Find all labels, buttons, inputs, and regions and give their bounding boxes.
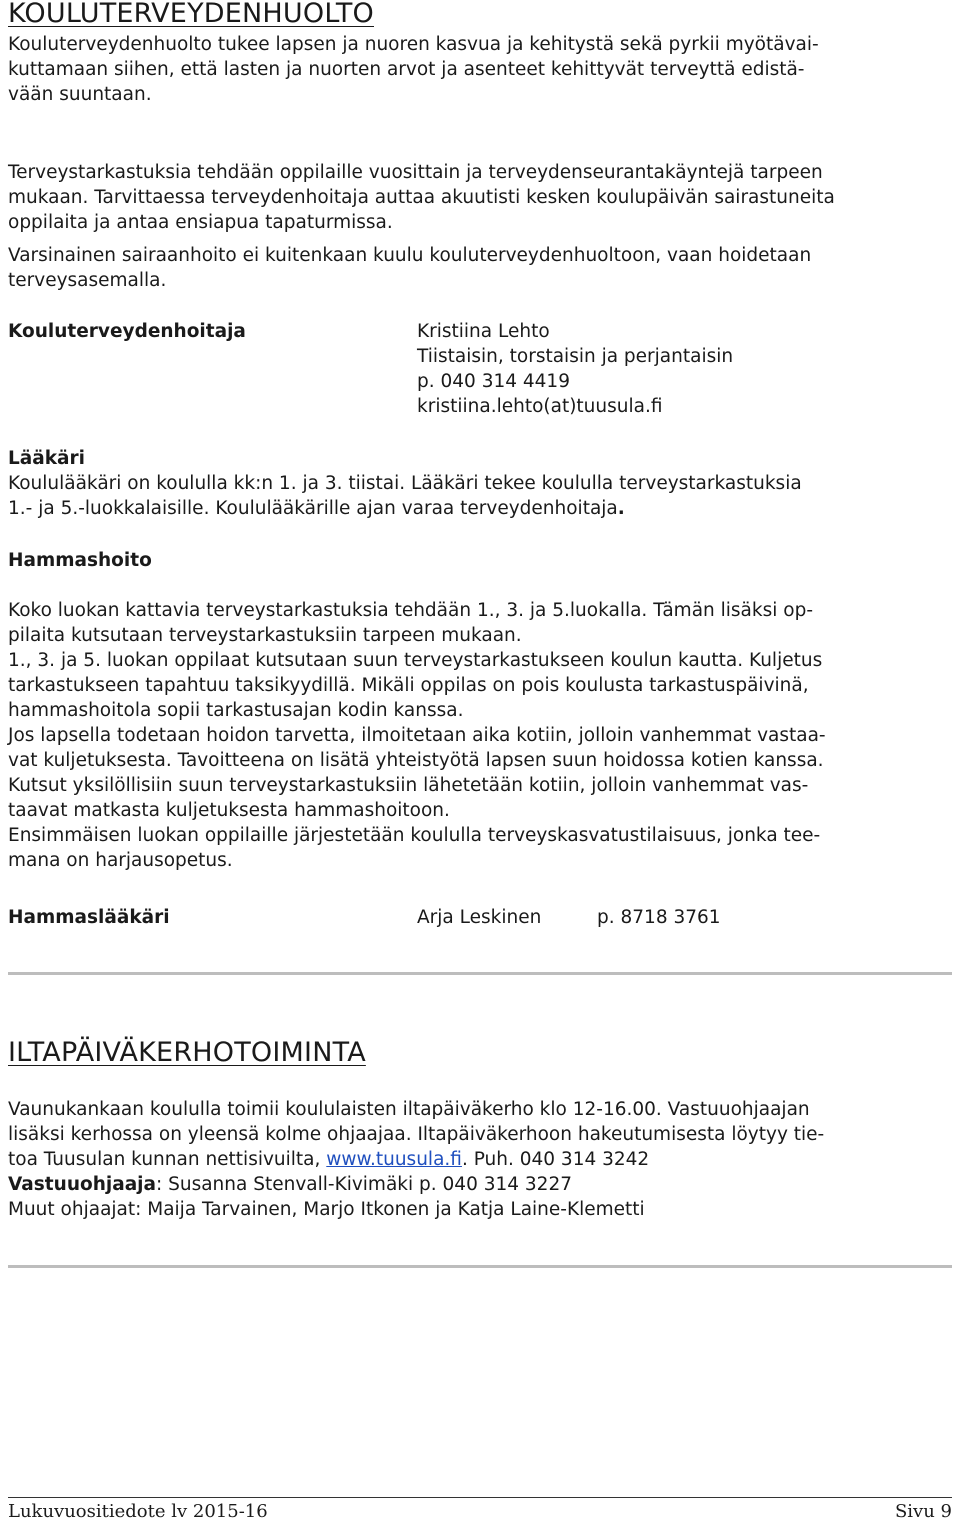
text-line: Kouluterveydenhuolto tukee lapsen ja nuoren kasvua ja kehitystä sekä pyrkii myötävai- xyxy=(8,34,819,55)
doctor-paragraph xyxy=(8,471,948,521)
section-divider xyxy=(8,972,952,975)
text-line: terveysasemalla. xyxy=(8,270,167,291)
text-line: Koululääkäri on koululla kk:n 1. ja 3. tiistai. Lääkäri tekee koululla terveystarkastuksia xyxy=(8,473,802,494)
text-line xyxy=(8,1147,948,1172)
section-title-afternoon: ILTAPÄIVÄKERHOTOIMINTA xyxy=(8,1037,366,1068)
text-line: taavat matkasta kuljetuksesta hammashoitoon. xyxy=(8,800,450,821)
text-line: lisäksi kerhossa on yleensä kolme ohjaajaa. Iltapäiväkerhoon hakeutumisesta löytyy tie- xyxy=(8,1124,825,1145)
text-line: Vaunukankaan koululla toimii koululaisten iltapäiväkerho klo 12-16.00. Vastuuohjaajan xyxy=(8,1099,810,1120)
health-checkups-paragraph xyxy=(8,160,948,235)
text-line: kuttamaan siihen, että lasten ja nuorten arvot ja asenteet kehittyvät terveyttä edistä- xyxy=(8,59,805,80)
section-divider xyxy=(8,1265,952,1268)
section-title-health: KOULUTERVEYDENHUOLTO xyxy=(8,0,374,29)
text-line xyxy=(8,496,948,521)
text-line: 1., 3. ja 5. luokan oppilaat kutsutaan suun terveystarkastukseen koulun kautta. Kuljetus xyxy=(8,650,823,671)
dental-paragraph xyxy=(8,598,948,873)
text-line: pilaita kutsutaan terveystarkastuksiin tarpeen mukaan. xyxy=(8,625,522,646)
dentist-name: Arja Leskinen xyxy=(417,907,542,928)
text-line: Jos lapsella todetaan hoidon tarvetta, ilmoitetaan aika kotiin, jolloin vanhemmat vastaa- xyxy=(8,725,826,746)
lead-supervisor-label: Vastuuohjaaja xyxy=(8,1174,156,1195)
nurse-email: kristiina.lehto(at)tuusula.fi xyxy=(417,396,663,417)
text-line: Koko luokan kattavia terveystarkastuksia tehdään 1., 3. ja 5.luokalla. Tämän lisäksi op- xyxy=(8,600,814,621)
footer-publication-title: Lukuvuositiedote lv 2015-16 xyxy=(8,1501,268,1522)
dental-heading: Hammashoito xyxy=(8,550,152,571)
text-line: tarkastukseen tapahtuu taksikyydillä. Mikäli oppilas on pois koulusta tarkastuspäivinä, xyxy=(8,675,809,696)
tuusula-website-link[interactable]: www.tuusula.fi xyxy=(326,1149,462,1170)
afternoon-paragraph xyxy=(8,1097,948,1222)
text-line: vään suuntaan. xyxy=(8,84,152,105)
other-supervisors: Muut ohjaajat: Maija Tarvainen, Marjo Itkonen ja Katja Laine-Klemetti xyxy=(8,1199,645,1220)
text-segment-bold: . xyxy=(617,498,625,519)
text-line: mana on harjausopetus. xyxy=(8,850,233,871)
text-segment: . Puh. 040 314 3242 xyxy=(461,1149,650,1170)
text-segment: 1.- ja 5.-luokkalaisille. Koululääkärille ajan varaa terveydenhoitaja xyxy=(8,498,618,519)
text-line: Varsinainen sairaanhoito ei kuitenkaan kuulu kouluterveydenhuoltoon, vaan hoidetaan xyxy=(8,245,812,266)
text-line: mukaan. Tarvittaessa terveydenhoitaja auttaa akuutisti kesken koulupäivän sairastuneita xyxy=(8,187,835,208)
text-line: oppilaita ja antaa ensiapua tapaturmissa. xyxy=(8,212,393,233)
text-line: hammashoitola sopii tarkastusajan kodin kanssa. xyxy=(8,700,464,721)
footer-page-number: Sivu 9 xyxy=(894,1501,952,1522)
nurse-phone: p. 040 314 4419 xyxy=(417,371,570,392)
doctor-heading: Lääkäri xyxy=(8,448,86,469)
text-line: Ensimmäisen luokan oppilaille järjestetään koululla terveyskasvatustilaisuus, jonka tee- xyxy=(8,825,821,846)
nurse-label: Kouluterveydenhoitaja xyxy=(8,321,246,342)
health-care-paragraph xyxy=(8,243,948,293)
dentist-label: Hammaslääkäri xyxy=(8,907,170,928)
dentist-phone: p. 8718 3761 xyxy=(597,907,721,928)
lead-supervisor-info: : Susanna Stenvall-Kivimäki p. 040 314 3227 xyxy=(156,1174,572,1195)
health-intro-paragraph xyxy=(8,32,948,107)
footer-divider xyxy=(8,1497,952,1498)
text-line xyxy=(8,1172,948,1197)
text-line: vat kuljetuksesta. Tavoitteena on lisätä yhteistyötä lapsen suun hoidossa kotien kanssa. xyxy=(8,750,824,771)
nurse-contact-block xyxy=(417,319,937,419)
nurse-days: Tiistaisin, torstaisin ja perjantaisin xyxy=(417,346,734,367)
text-line: Kutsut yksilöllisiin suun terveystarkastuksiin lähetetään kotiin, jolloin vanhemmat vas- xyxy=(8,775,809,796)
nurse-name: Kristiina Lehto xyxy=(417,321,550,342)
text-segment: toa Tuusulan kunnan nettisivuilta, xyxy=(8,1149,327,1170)
text-line: Terveystarkastuksia tehdään oppilaille vuosittain ja terveydenseurantakäyntejä tarpeen xyxy=(8,162,823,183)
